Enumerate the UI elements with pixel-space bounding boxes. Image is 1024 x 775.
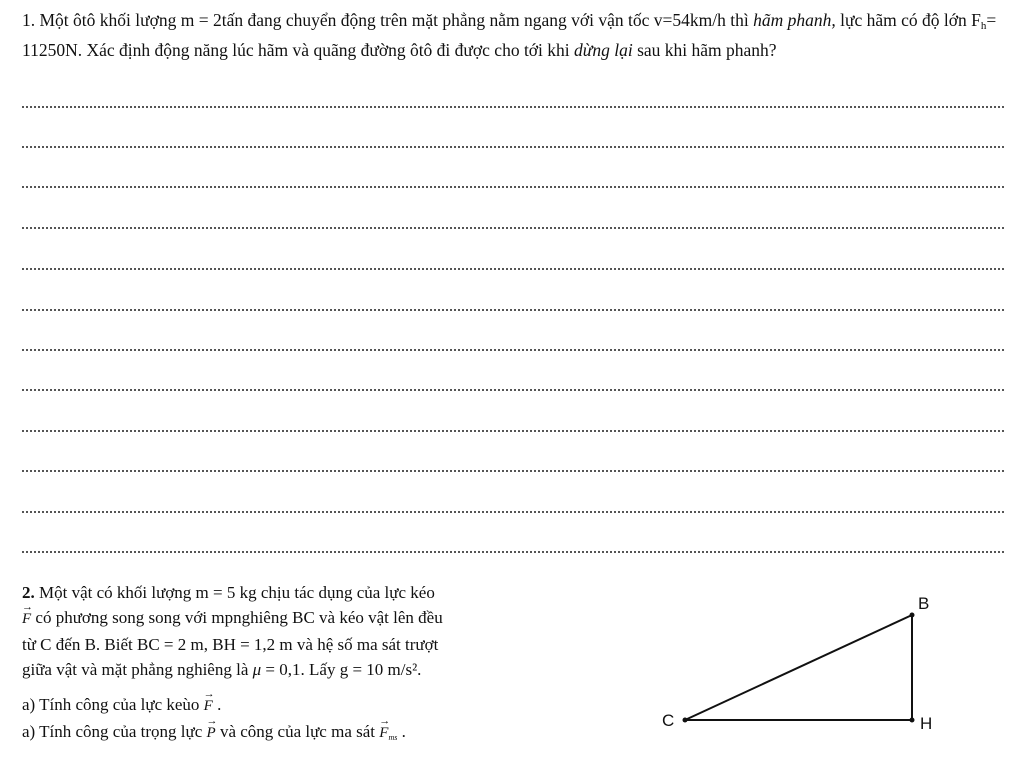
answer-line[interactable] — [22, 268, 1004, 270]
answer-line[interactable] — [22, 146, 1004, 148]
answer-line[interactable] — [22, 551, 1004, 553]
point-c — [683, 718, 688, 723]
answer-line[interactable] — [22, 430, 1004, 432]
problem-1-text: 1. Một ôtô khối lượng m = 2tấn đang chuyển động trên mặt phẳng nằm ngang với vận tốc v=54km/h thì hãm phanh, lực hãm có độ lớn $F_h= 11250N$. Xác định động năng lúc hãm và quãng đường ôtô đi được cho tới khi dừng lại sau khi hãm phanh? — [22, 10, 997, 60]
problem-2-text: 2. Một vật có khối lượng m = 5 kg chịu tác dụng của lực kéo → F có phương song song với mpnghiêng BC và kéo vật lên đều từ C đến B. Biết BC = 2 m, BH = 1,2 m và hệ số ma sát trượt giữa vật và mặt phẳng nghiêng là μ = 0,1. Lấy g = 10 m/s². a) Tính công của lực keùo → F . a) Tính công của trọng lực → P và công của lực ma sát → $F_{ms}$ . — [22, 580, 607, 750]
problem-1-number: 1. — [22, 10, 36, 30]
answer-line[interactable] — [22, 470, 1004, 472]
point-b — [910, 613, 915, 618]
label-c: C — [662, 711, 675, 730]
answer-line[interactable] — [22, 389, 1004, 391]
answer-line[interactable] — [22, 309, 1004, 311]
incline-line-bc — [685, 615, 912, 720]
friction-vector-symbol: → $F_{ms}$ — [379, 721, 397, 750]
answer-line[interactable] — [22, 349, 1004, 351]
force-vector-symbol: → F — [22, 607, 31, 632]
problem-2-number: 2. — [22, 583, 35, 602]
label-h: H — [920, 714, 933, 733]
answer-line[interactable] — [22, 186, 1004, 188]
weight-vector-symbol: → P — [207, 721, 216, 746]
mu-symbol: μ — [252, 660, 262, 679]
inclined-plane-diagram — [660, 585, 960, 745]
answer-line[interactable] — [22, 106, 1004, 108]
answer-line[interactable] — [22, 511, 1004, 513]
force-vector-symbol: → F — [204, 694, 213, 719]
label-b: B — [918, 594, 930, 613]
point-h — [910, 718, 915, 723]
answer-line[interactable] — [22, 227, 1004, 229]
